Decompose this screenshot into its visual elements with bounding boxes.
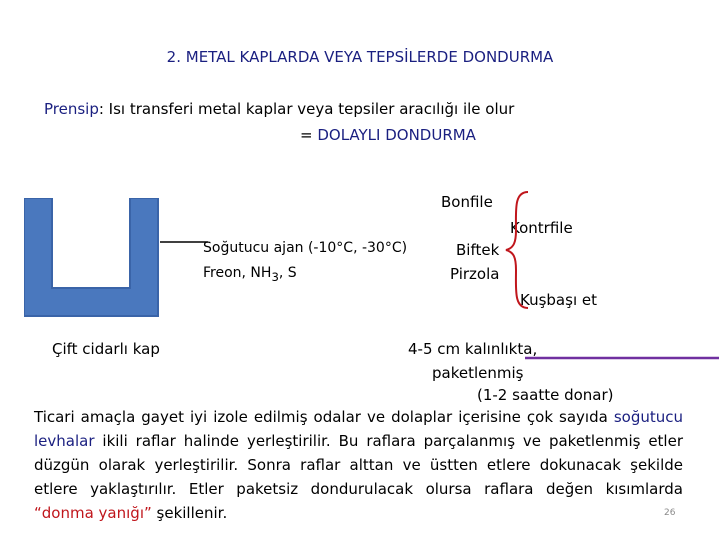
paragraph-highlight: soğutucu levhalar bbox=[34, 408, 683, 450]
meat-cut-bonfile: Bonfile bbox=[441, 193, 493, 211]
coolant-label: Soğutucu ajan (-10°C, -30°C) bbox=[203, 240, 408, 256]
container-shape bbox=[24, 198, 158, 316]
underline-divider bbox=[525, 355, 720, 361]
result-text: DOLAYLI DONDURMA bbox=[317, 126, 476, 144]
thickness-note: 4-5 cm kalınlıkta, bbox=[408, 340, 538, 358]
principle-line bbox=[44, 100, 514, 118]
packaged-note: paketlenmiş bbox=[432, 364, 524, 382]
paragraph-part3: şekillenir. bbox=[151, 504, 228, 522]
result-prefix: = bbox=[300, 126, 318, 144]
coolant-subscript: 3 bbox=[271, 269, 279, 284]
meat-cut-biftek: Biftek bbox=[456, 241, 500, 259]
principle-label: Prensip bbox=[44, 100, 99, 118]
brace-icon bbox=[502, 190, 532, 310]
coolant-examples bbox=[203, 265, 297, 284]
meat-cut-kusbasi: Kuşbaşı et bbox=[520, 291, 597, 309]
body-paragraph bbox=[34, 405, 683, 525]
container-caption: Çift cidarlı kap bbox=[52, 340, 160, 358]
paragraph-part2: ikili raflar halinde yerleştirilir. Bu raflara parçalanmış ve paketlenmiş etler düzgün olarak yerleştirilir. Sonra raflar alttan ve üstten etlere dokunacak şekilde etlere yaklaştırılır. Etler paketsiz dondurulacak olursa raflara değen kısımlarda bbox=[34, 432, 683, 498]
page-number: 26 bbox=[664, 508, 676, 518]
coolant-examples-prefix: Freon, NH bbox=[203, 265, 272, 281]
meat-cut-kontrfile: Kontrfile bbox=[510, 219, 573, 237]
coolant-examples-suffix: , S bbox=[278, 265, 297, 281]
paragraph-part1: Ticari amaçla gayet iyi izole edilmiş odalar ve dolaplar içerisine çok sayıda bbox=[34, 408, 614, 426]
page-title: 2. METAL KAPLARDA VEYA TEPSİLERDE DONDURMA bbox=[166, 48, 554, 66]
paragraph-quote: “donma yanığı” bbox=[34, 504, 152, 522]
freeze-time-note: (1-2 saatte donar) bbox=[477, 386, 614, 404]
meat-cut-pirzola: Pirzola bbox=[450, 265, 500, 283]
brace-stroke bbox=[506, 192, 528, 308]
principle-result bbox=[300, 126, 476, 144]
principle-text: : Isı transferi metal kaplar veya tepsiler aracılığı ile olur bbox=[98, 100, 515, 118]
double-walled-container-figure bbox=[24, 198, 164, 320]
